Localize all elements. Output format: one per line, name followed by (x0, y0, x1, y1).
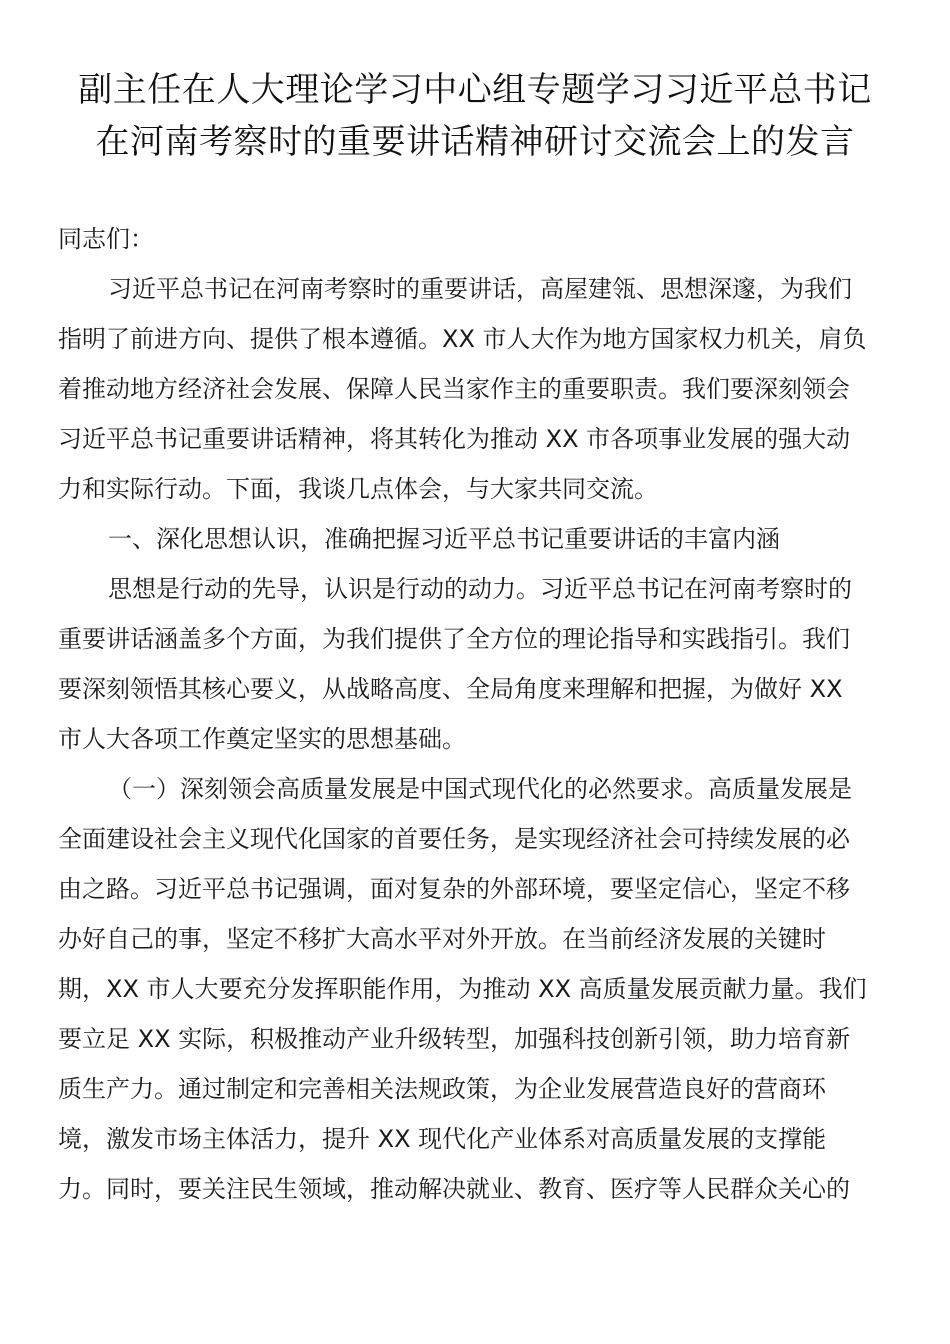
paragraph-line: 要深刻领悟其核心要义，从战略高度、全局角度来理解和把握，为做好 XX (58, 675, 843, 703)
paragraph-line: 期，XX 市人大要充分发挥职能作用，为推动 XX 高质量发展贡献力量。我们 (58, 975, 867, 1003)
title-line-1: 副主任在人大理论学习中心组专题学习习近平总书记 (78, 70, 872, 110)
document-title (40, 64, 910, 168)
paragraph-line: 力和实际行动。下面，我谈几点体会，与大家共同交流。 (58, 475, 658, 503)
paragraph-line: 思想是行动的先导，认识是行动的动力。习近平总书记在河南考察时的 (108, 575, 852, 603)
subsection-line: （一）深刻领会高质量发展是中国式现代化的必然要求。高质量发展是 (108, 775, 852, 803)
paragraph-line: 市人大各项工作奠定坚实的思想基础。 (58, 725, 466, 753)
salutation: 同志们： (58, 225, 154, 253)
paragraph-line: 要立足 XX 实际，积极推动产业升级转型，加强科技创新引领，助力培育新 (58, 1025, 851, 1053)
paragraph-line: 全面建设社会主义现代化国家的首要任务，是实现经济社会可持续发展的必 (58, 825, 850, 853)
paragraph-line: 重要讲话涵盖多个方面，为我们提供了全方位的理论指导和实践指引。我们 (58, 625, 850, 653)
paragraph-line: 指明了前进方向、提供了根本遵循。XX 市人大作为地方国家权力机关，肩负 (58, 325, 867, 353)
paragraph-line: 力。同时，要关注民生领域，推动解决就业、教育、医疗等人民群众关心的 (58, 1175, 850, 1203)
document-body (58, 214, 894, 1214)
title-line-2: 在河南考察时的重要讲话精神研讨交流会上的发言 (95, 122, 855, 162)
paragraph-line: 习近平总书记重要讲话精神，将其转化为推动 XX 市各项事业发展的强大动 (58, 425, 851, 453)
section-heading: 一、深化思想认识，准确把握习近平总书记重要讲话的丰富内涵 (108, 525, 780, 553)
paragraph-line: 着推动地方经济社会发展、保障人民当家作主的重要职责。我们要深刻领会 (58, 375, 850, 403)
paragraph-line: 办好自己的事，坚定不移扩大高水平对外开放。在当前经济发展的关键时 (58, 925, 826, 953)
paragraph-line: 质生产力。通过制定和完善相关法规政策，为企业发展营造良好的营商环 (58, 1075, 826, 1103)
paragraph-line: 由之路。习近平总书记强调，面对复杂的外部环境，要坚定信心，坚定不移 (58, 875, 850, 903)
paragraph-line: 习近平总书记在河南考察时的重要讲话，高屋建瓴、思想深邃，为我们 (108, 275, 852, 303)
paragraph-line: 境，激发市场主体活力，提升 XX 现代化产业体系对高质量发展的支撑能 (58, 1125, 827, 1153)
